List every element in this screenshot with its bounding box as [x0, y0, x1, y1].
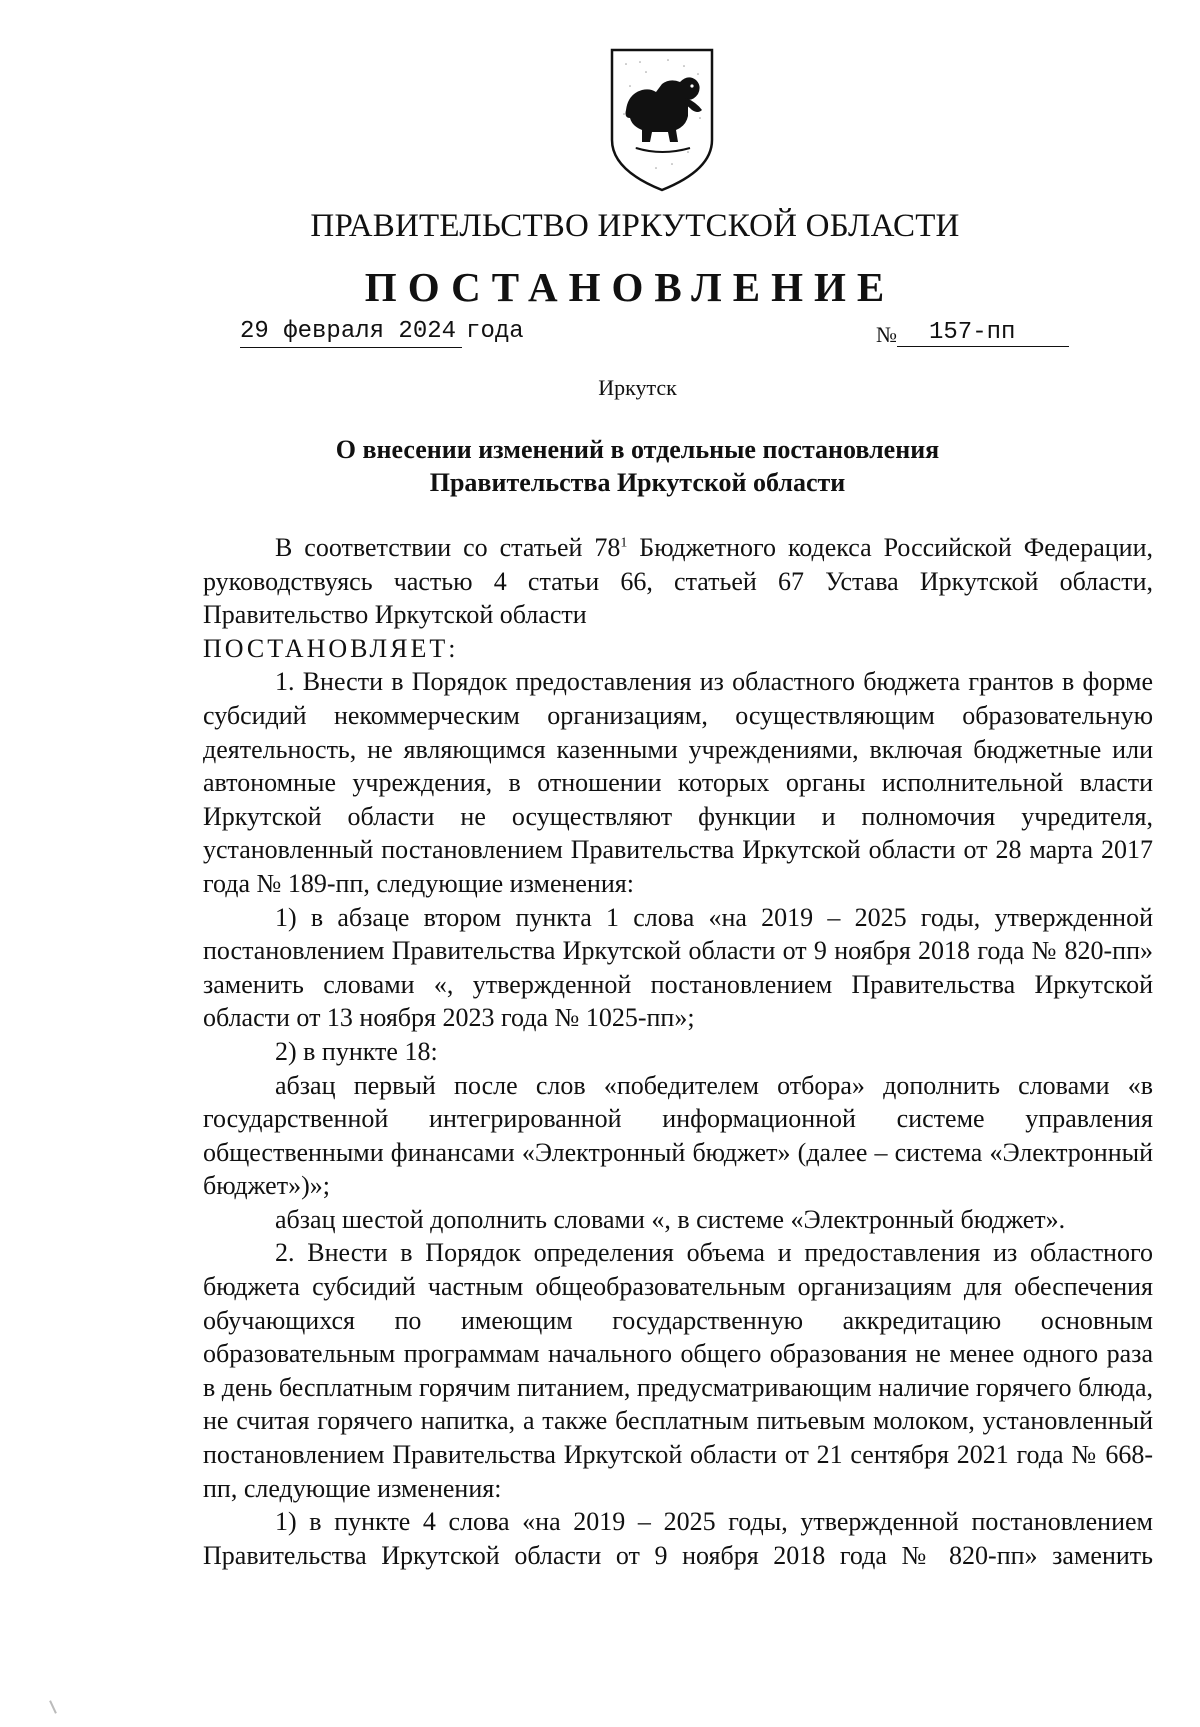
intro-text-start: В соответствии со статьей 78: [275, 533, 621, 562]
number-label: №: [876, 322, 897, 347]
number-value: 157-пп: [897, 319, 1069, 347]
paragraph-1-item-2: 2) в пункте 18:: [275, 1036, 438, 1066]
document-type: ПОСТАНОВЛЕНИЕ: [364, 264, 896, 310]
intro-text-end: Бюджетного кодекса Российской Федерации, руководствуясь частью 4 статьи 66, статьей 67 Устава Иркутской области, Правительство Иркутской области: [203, 533, 1153, 630]
date-value: 29 февраля 2024: [240, 318, 462, 348]
document-body: [203, 531, 1153, 1572]
paragraph-2-item-1: 1) в пункте 4 слова «на 2019 – 2025 годы, утвержденной постановлением Правительства Иркутской области от 9 ноября 2018 года № 820-пп» заменить: [203, 1507, 1153, 1570]
intro-paragraph: [203, 531, 1153, 632]
document-title: [0, 433, 1200, 499]
irkutsk-coat-of-arms-icon: [606, 44, 718, 194]
city: Иркутск: [598, 375, 677, 400]
title-line-2: Правительства Иркутской области: [429, 468, 846, 497]
paragraph-1-item-1: 1) в абзаце втором пункта 1 слова «на 2019 – 2025 годы, утвержденной постановлением Правительства Иркутской области от 9 ноября 2018 года № 820-пп» заменить словами «, утвержденной постановлением Правительства Иркутской области от 13 ноября 2023 года № 1025-пп»;: [203, 902, 1153, 1033]
resolves-word: ПОСТАНОВЛЯЕТ:: [203, 633, 459, 663]
paragraph-1: 1. Внести в Порядок предоставления из областного бюджета грантов в форме субсидий некоммерческим организациям, осуществляющим образовательную деятельность, не являющимся казенными учреждениями, включая бюджетные или автономные учреждения, в отношении которых органы исполнительной власти Иркутской области не осуществляют функции и полномочия учредителя, установленный постановлением Правительства Иркутской области от 28 марта 2017 года № 189-пп, следующие изменения:: [203, 667, 1153, 898]
paragraph-1-item-2-a: абзац первый после слов «победителем отбора» дополнить словами «в государственной интегрированной информационной системе управления общественными финансами «Электронный бюджет» (далее – система «Электронный бюджет»)»;: [203, 1070, 1153, 1201]
document-number: [876, 319, 1069, 351]
title-line-1: О внесении изменений в отдельные постановления: [335, 435, 940, 464]
organization-title: ПРАВИТЕЛЬСТВО ИРКУТСКОЙ ОБЛАСТИ: [310, 208, 960, 244]
document-date: [240, 318, 524, 348]
date-suffix: года: [466, 318, 524, 345]
paragraph-1-item-2-b: абзац шестой дополнить словами «, в системе «Электронный бюджет».: [275, 1204, 1066, 1234]
scan-artifact: [49, 1700, 57, 1714]
article-superscript: 1: [620, 535, 628, 551]
paragraph-2: 2. Внести в Порядок определения объема и предоставления из областного бюджета субсидий частным общеобразовательным организациям для обеспечения обучающихся по имеющим государственную аккредитацию основным образовательным программам начального общего образования не менее одного раза в день бесплатным горячим питанием, предусматривающим наличие горячего блюда, не считая горячего напитка, а также бесплатным питьевым молоком, установленный постановлением Правительства Иркутской области от 21 сентября 2021 года № 668-пп, следующие изменения:: [203, 1238, 1153, 1503]
